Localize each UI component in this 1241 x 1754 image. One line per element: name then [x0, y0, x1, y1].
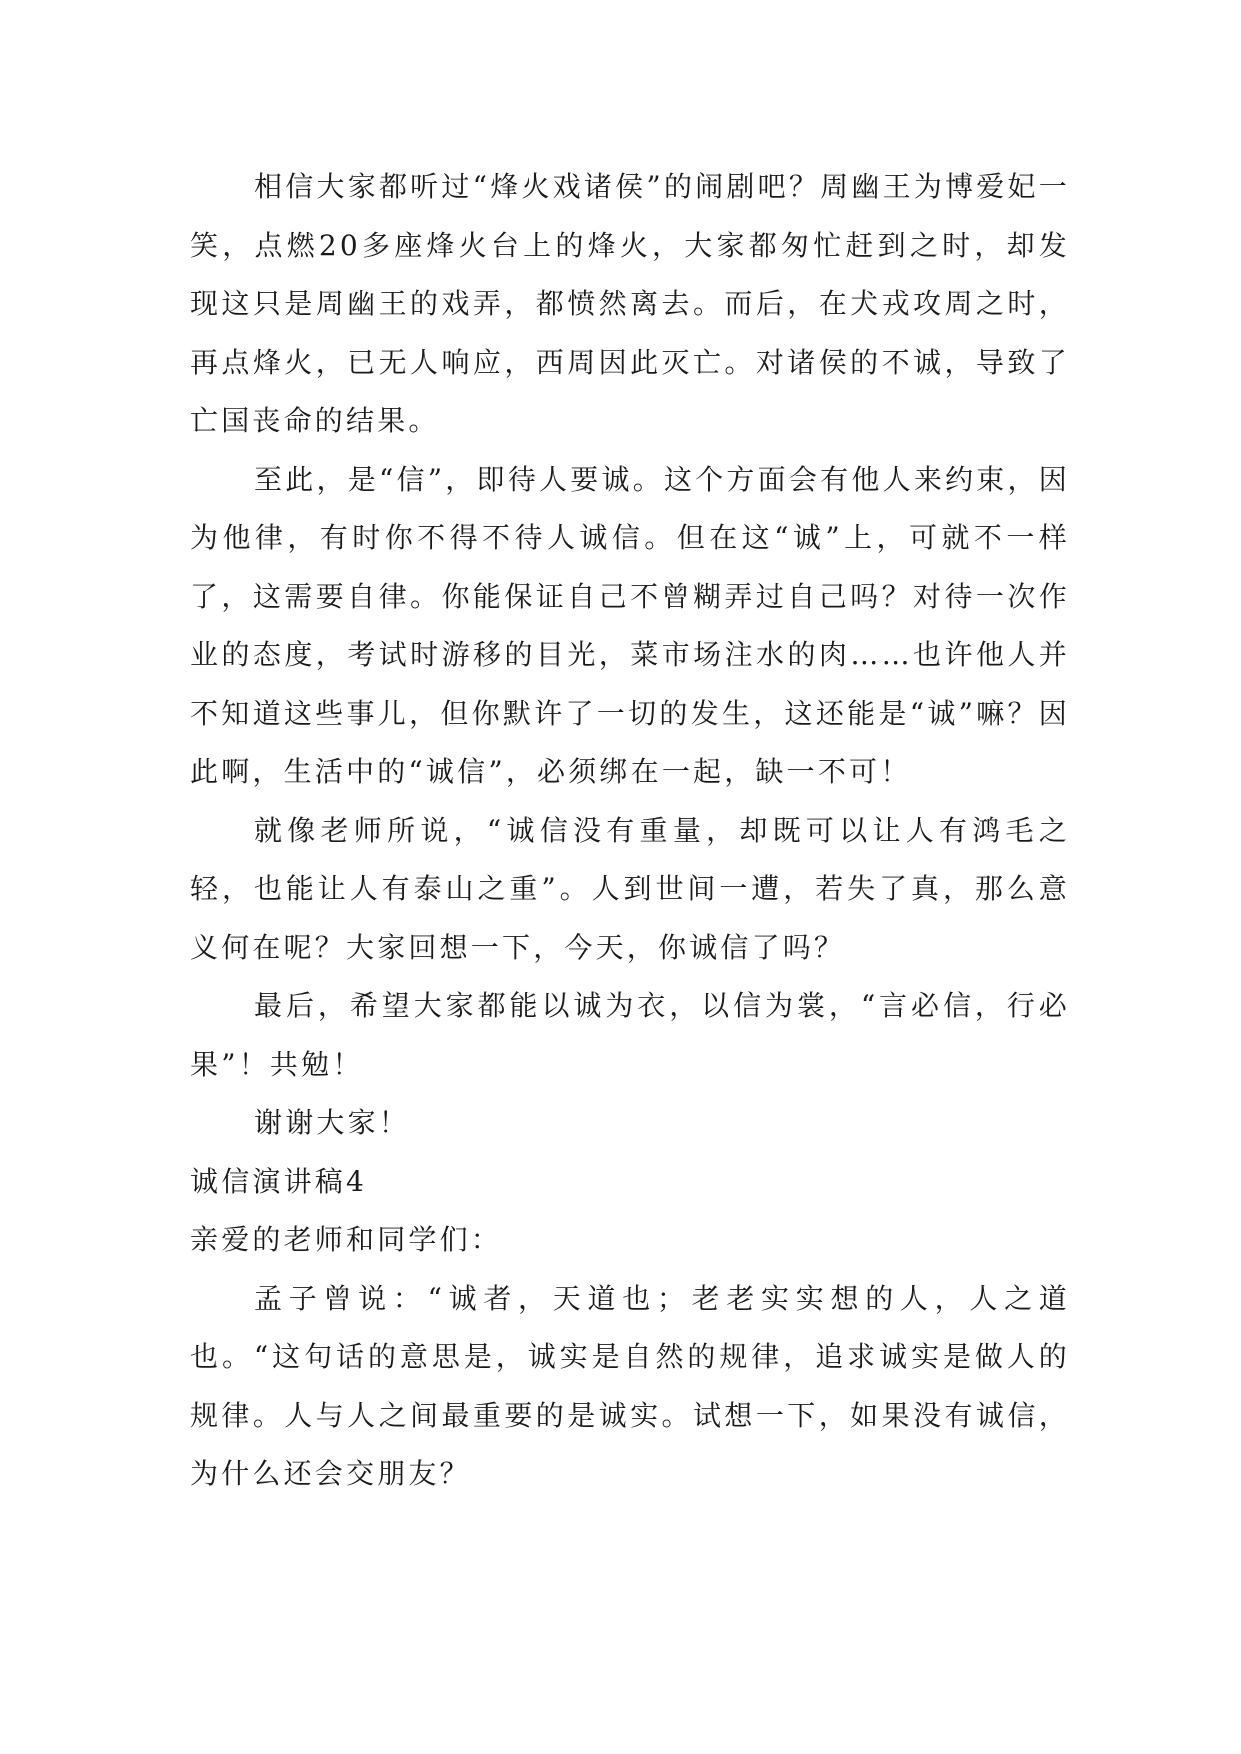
body-paragraph: 最后，希望大家都能以诚为衣，以信为裳，“言必信，行必果”！共勉！	[190, 989, 1070, 1081]
closing-line: 谢谢大家！	[254, 1106, 411, 1139]
document-body	[190, 158, 1070, 1504]
body-paragraph: 相信大家都听过“烽火戏诸侯”的闹剧吧？周幽王为博爱妃一笑，点燃20多座烽火台上的烽火，大家都匆忙赶到之时，却发现这只是周幽王的戏弄，都愤然离去。而后，在犬戎攻周之时，再点烽火，已无人响应，西周因此灭亡。对诸侯的不诚，导致了亡国丧命的结果。	[190, 170, 1070, 437]
salutation: 亲爱的老师和同学们：	[190, 1223, 503, 1256]
body-paragraph: 至此，是“信”，即待人要诚。这个方面会有他人来约束，因为他律，有时你不得不待人诚信。但在这“诚”上，可就不一样了，这需要自律。你能保证自己不曾糊弄过自己吗？对待一次作业的态度，考试时游移的目光，菜市场注水的肉……也许他人并不知道这些事儿，但你默许了一切的发生，这还能是“诚”嘛？因此啊，生活中的“诚信”，必须绑在一起，缺一不可！	[190, 462, 1070, 788]
body-paragraph: 就像老师所说，“诚信没有重量，却既可以让人有鸿毛之轻，也能让人有泰山之重”。人到世间一遭，若失了真，那么意义何在呢？大家回想一下，今天，你诚信了吗？	[190, 813, 1070, 964]
body-paragraph: 孟子曾说：“诚者，天道也；老老实实想的人，人之道也。“这句话的意思是，诚实是自然的规律，追求诚实是做人的规律。人与人之间最重要的是诚实。试想一下，如果没有诚信，为什么还会交朋友？	[190, 1281, 1070, 1490]
section-title: 诚信演讲稿4	[190, 1164, 368, 1198]
